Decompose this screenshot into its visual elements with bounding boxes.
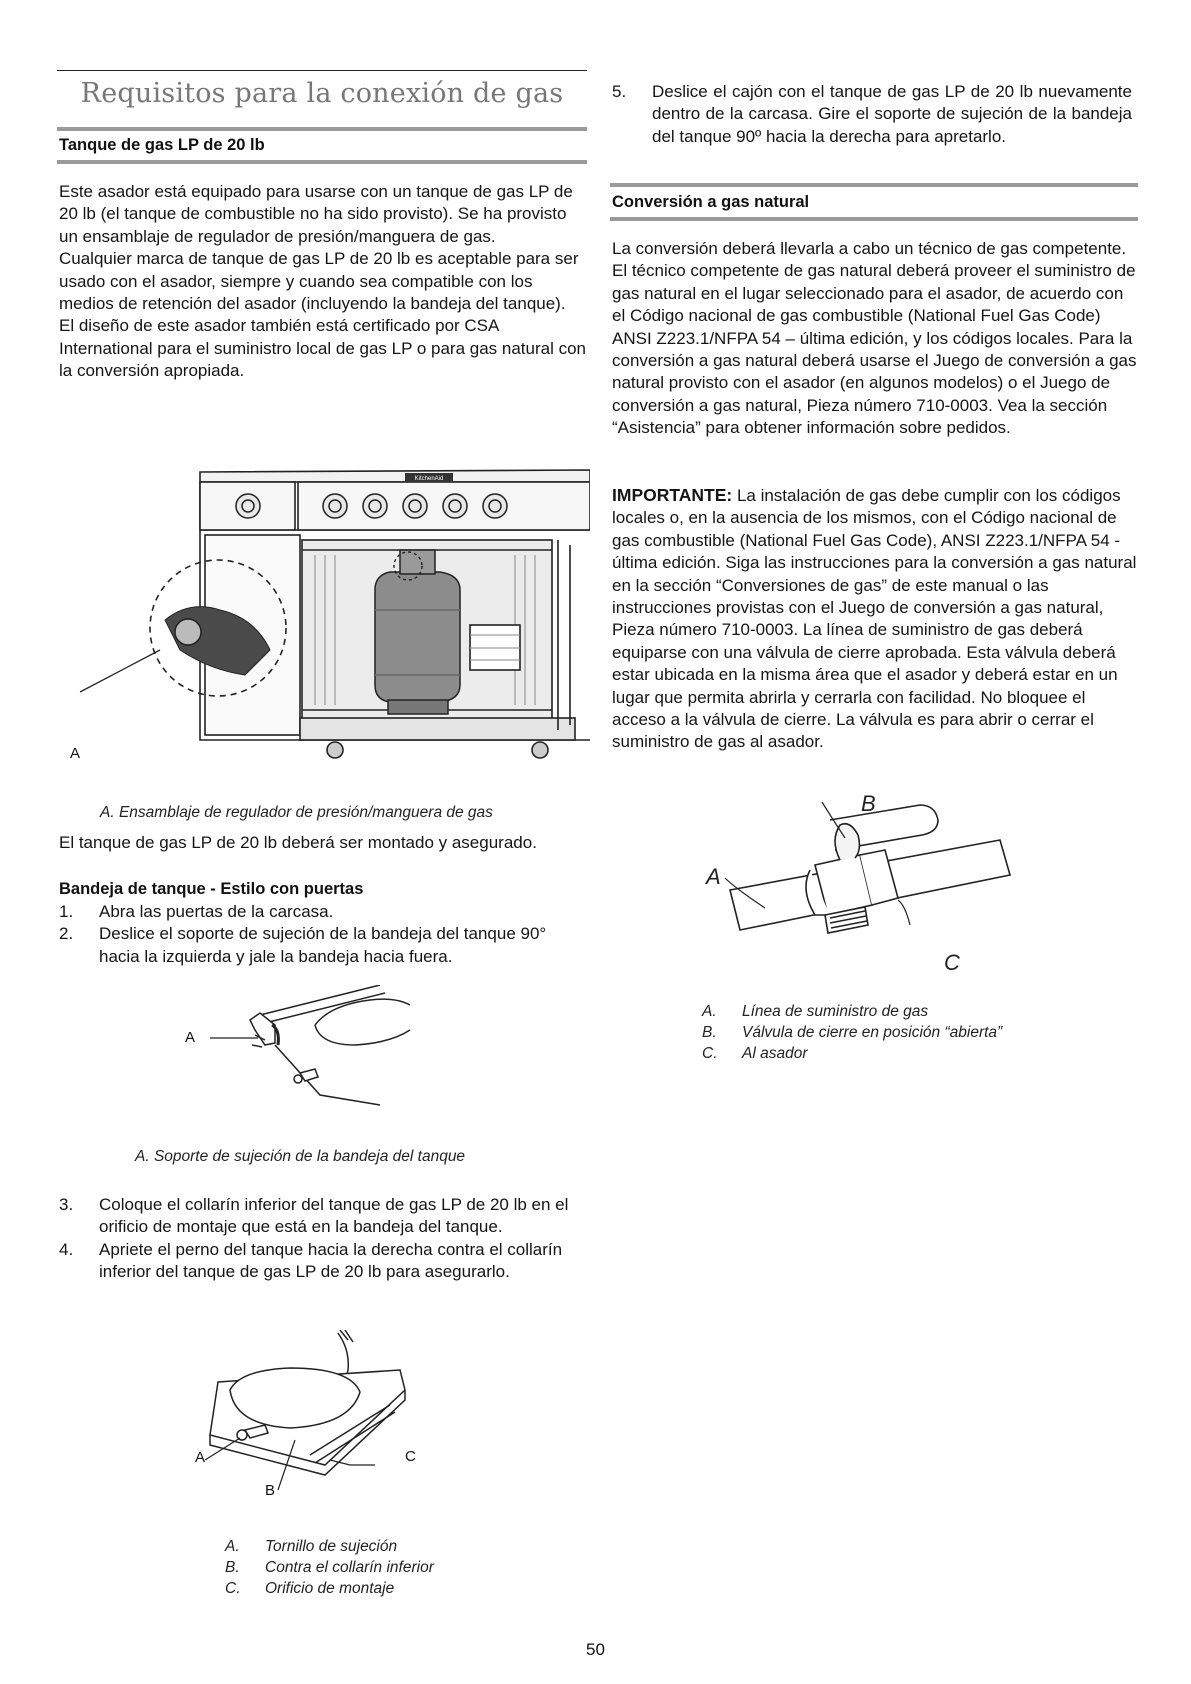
section-heading-lp-tank: Tanque de gas LP de 20 lb <box>59 136 265 154</box>
steps-list-1 <box>59 901 579 968</box>
legend-key: C. <box>225 1580 241 1597</box>
section-bar-bottom <box>57 160 587 164</box>
legend-item <box>702 1022 1002 1043</box>
figure-label-c: C <box>944 950 960 975</box>
step-text: Coloque el collarín inferior del tanque de gas LP de 20 lb en el orificio de montaje que está en la bandeja del tanque. <box>99 1195 569 1237</box>
section-bar-top <box>57 127 587 131</box>
title-top-rule <box>57 70 587 71</box>
step-text: Deslice el cajón con el tanque de gas LP de 20 lb nuevamente dentro de la carcasa. Gire el soporte de sujeción de la bandeja del tanque 90º hacia la derecha para apretarlo. <box>652 82 1132 146</box>
tank-collar-illustration <box>190 1330 420 1500</box>
legend-key: A. <box>225 1538 240 1555</box>
figure-label-a: A <box>706 864 721 889</box>
figure-label-b: B <box>265 1482 276 1499</box>
step-number: 2. <box>59 924 74 944</box>
brand-logo: KitchenAid <box>414 476 444 482</box>
list-item <box>59 1239 579 1284</box>
step-number: 5. <box>612 82 627 101</box>
figure-label-a: A <box>70 745 81 762</box>
natural-gas-description: La conversión deberá llevarla a cabo un técnico de gas competente. El técnico competente de gas natural deberá proveer el suministro de gas natural en el lugar seleccionado para el asador, de acuerdo con el Código nacional de gas combustible (National Fuel Gas Code) ANSI Z223.1/NFPA 54 – última edición, y los códigos locales. Para la conversión a gas natural deberá usarse el Juego de conversión a gas natural provisto con el asador (en algunos modelos) o el Juego de conversión a gas natural, Pieza número 710-0003. Vea la sección “Asistencia” para obtener información sobre pedidos. <box>612 239 1137 438</box>
legend-text: Válvula de cierre en posición “abierta” <box>742 1024 1003 1041</box>
step-text: Abra las puertas de la carcasa. <box>99 902 334 921</box>
legend-item <box>225 1557 434 1578</box>
page-title: Requisitos para la conexión de gas <box>80 78 564 109</box>
legend-key: B. <box>702 1024 717 1041</box>
legend-item <box>702 1001 1002 1022</box>
section-heading-natural-gas: Conversión a gas natural <box>612 193 810 211</box>
step-number: 1. <box>59 902 74 921</box>
section-heading-tank-tray: Bandeja de tanque - Estilo con puertas <box>59 880 364 898</box>
legend-text: Orificio de montaje <box>265 1580 395 1597</box>
figure-label-a: A <box>185 1029 196 1046</box>
tray-bracket-illustration <box>180 985 420 1125</box>
mount-tank-text: El tanque de gas LP de 20 lb deberá ser montado y asegurado. <box>59 833 537 852</box>
grill-tank-illustration <box>70 460 590 775</box>
list-item <box>59 901 579 923</box>
legend-item <box>225 1536 434 1557</box>
shutoff-valve-illustration <box>700 790 1020 970</box>
lp-tank-description <box>59 181 589 383</box>
legend-text: Tornillo de sujeción <box>265 1538 398 1555</box>
section-bar-top <box>610 183 1138 187</box>
step-text: Apriete el perno del tanque hacia la derecha contra el collarín inferior del tanque de gas LP de 20 lb para asegurarlo. <box>99 1239 563 1282</box>
paragraph: Cualquier marca de tanque de gas LP de 20 lb es aceptable para ser usado con el asador, siempre y cuando sea compatible con los medios de retención del asador (incluyendo la bandeja del tanque). <box>59 249 579 314</box>
step-number: 4. <box>59 1239 74 1259</box>
legend-key: C. <box>702 1045 718 1062</box>
figure-legend-collar <box>225 1536 434 1599</box>
legend-key: B. <box>225 1559 240 1576</box>
step-5 <box>612 81 1132 148</box>
page-number: 50 <box>586 1640 605 1659</box>
legend-item <box>225 1578 434 1599</box>
figure-label-b: B <box>861 791 876 816</box>
steps-list-2 <box>59 1194 579 1284</box>
step-text: Deslice el soporte de sujeción de la bandeja del tanque 90° hacia la izquierda y jale la bandeja hacia fuera. <box>99 924 547 966</box>
legend-key: A. <box>702 1003 717 1020</box>
paragraph: Este asador está equipado para usarse con un tanque de gas LP de 20 lb (el tanque de combustible no ha sido provisto). Se ha provisto un ensamblaje de regulador de presión/manguera de gas. <box>59 182 573 246</box>
figure-label-a: A <box>195 1449 206 1466</box>
section-bar-bottom <box>610 217 1138 221</box>
important-notice <box>612 484 1137 754</box>
important-text: La instalación de gas debe cumplir con los códigos locales o, en la ausencia de los mismos, con el Código nacional de gas combustible (National Fuel Gas Code), ANSI Z223.1/NFPA 54 - última edición. Siga las instrucciones para la conversión a gas natural en la sección “Conversiones de gas” de este manual o las instrucciones provistas con el Juego de conversión a gas natural, Pieza número 710-0003. La línea de suministro de gas deberá equiparse con una válvula de cierre aprobada. Esta válvula deberá estar ubicada en la misma área que el asador y deberá estar en un lugar que permita abrirla y cerrarla con facilidad. No bloquee el acceso a la válvula de cierre. La válvula es para abrir o cerrar el suministro de gas al asador. <box>612 486 1137 752</box>
list-item <box>59 923 579 968</box>
list-item <box>59 1194 579 1239</box>
legend-item <box>702 1043 1002 1064</box>
figure-caption-bracket: A. Soporte de sujeción de la bandeja del tanque <box>135 1148 466 1165</box>
figure-label-c: C <box>405 1448 416 1465</box>
figure-caption-regulator: A. Ensamblaje de regulador de presión/manguera de gas <box>100 804 493 821</box>
legend-text: Contra el collarín inferior <box>265 1559 434 1576</box>
legend-text: Al asador <box>742 1045 808 1062</box>
important-label: IMPORTANTE: <box>612 485 733 505</box>
legend-text: Línea de suministro de gas <box>742 1003 929 1020</box>
paragraph: El diseño de este asador también está certificado por CSA International para el suministro local de gas LP o para gas natural con la conversión apropiada. <box>59 316 587 381</box>
figure-legend-valve <box>702 1001 1002 1064</box>
step-number: 3. <box>59 1195 74 1214</box>
